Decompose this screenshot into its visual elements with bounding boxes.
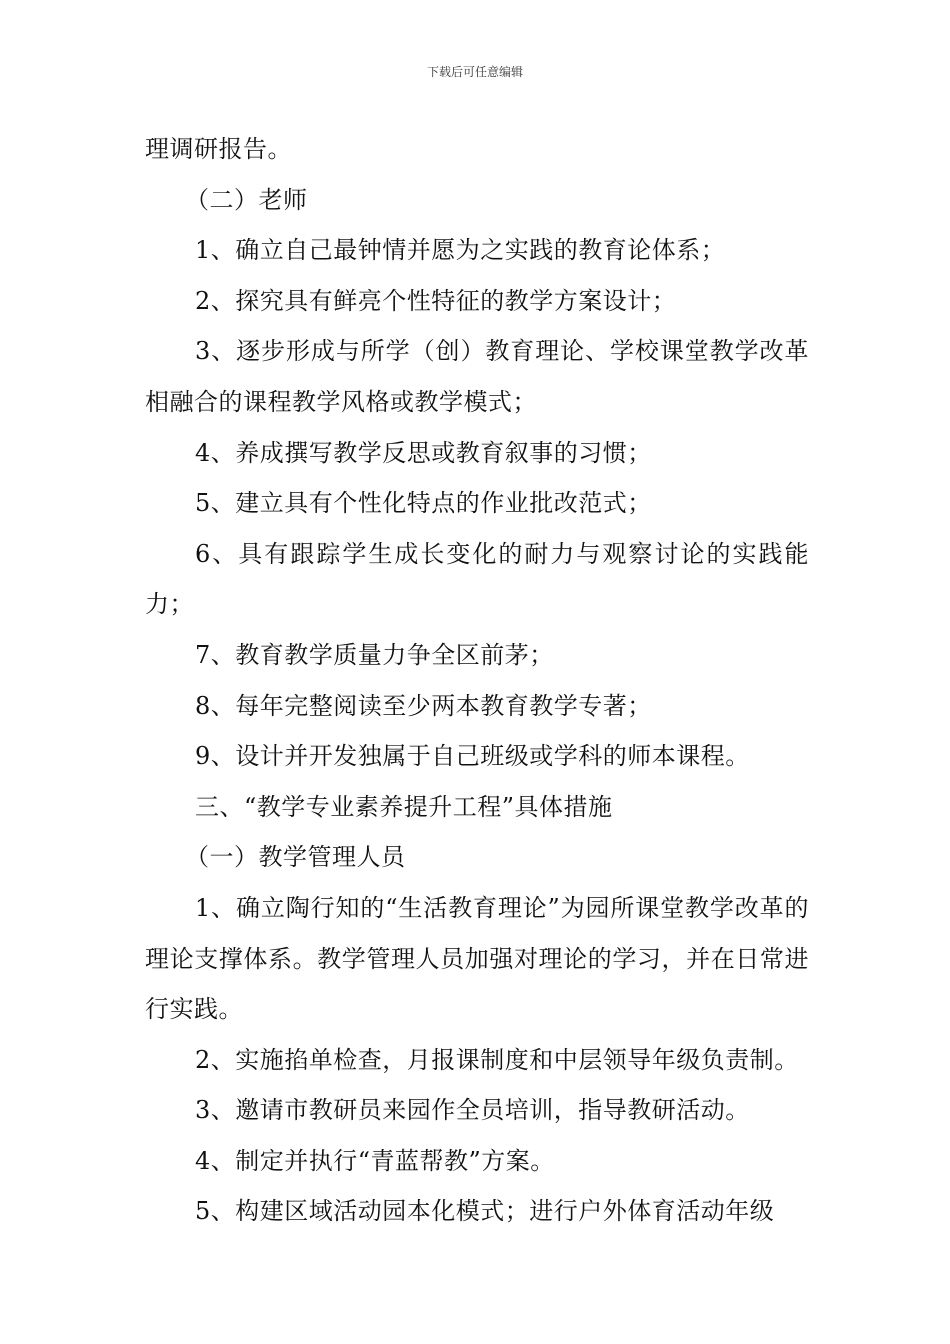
paragraph-8: 6、具有跟踪学生成长变化的耐力与观察讨论的实践能力； (145, 539, 809, 619)
paragraph-1: 理调研报告。 (145, 135, 292, 163)
document-body (145, 124, 809, 1237)
paragraph-5: 3、逐步形成与所学（创）教育理论、学校课堂教学改革相融合的课程教学风格或教学模式； (145, 337, 809, 416)
paragraph-4: 2、探究具有鲜亮个性特征的教学方案设计； (195, 286, 677, 315)
paragraph-18: 5、构建区域活动园本化模式；进行户外体育活动年级 (195, 1197, 775, 1226)
paragraph-9: 7、教育教学质量力争全区前茅； (195, 640, 554, 669)
page-header: 下载后可任意编辑 (426, 65, 523, 79)
paragraph-16: 3、邀请市教研员来园作全员培训，指导教研活动。 (195, 1096, 750, 1125)
paragraph-3: 1、确立自己最钟情并愿为之实践的教育论体系； (195, 236, 726, 265)
paragraph-6: 4、养成撰写教学反思或教育叙事的习惯； (195, 438, 652, 467)
paragraph-2-heading: （二）老师 (185, 185, 308, 214)
paragraph-17: 4、制定并执行“青蓝帮教”方案。 (195, 1146, 555, 1175)
paragraph-10: 8、每年完整阅读至少两本教育教学专著； (195, 691, 652, 720)
paragraph-14: 1、确立陶行知的“生活教育理论”为园所课堂教学改革的理论支撑体系。教学管理人员加强对理论的学习，并在日常进行实践。 (145, 893, 809, 1024)
section-heading-3: 三、“教学专业素养提升工程”具体措施 (195, 792, 613, 821)
paragraph-7: 5、建立具有个性化特点的作业批改范式； (195, 489, 652, 518)
paragraph-13-heading: （一）教学管理人员 (185, 843, 406, 872)
paragraph-15: 2、实施掐单检查，月报课制度和中层领导年级负责制。 (195, 1045, 799, 1074)
paragraph-11: 9、设计并开发独属于自己班级或学科的师本课程。 (195, 742, 750, 771)
